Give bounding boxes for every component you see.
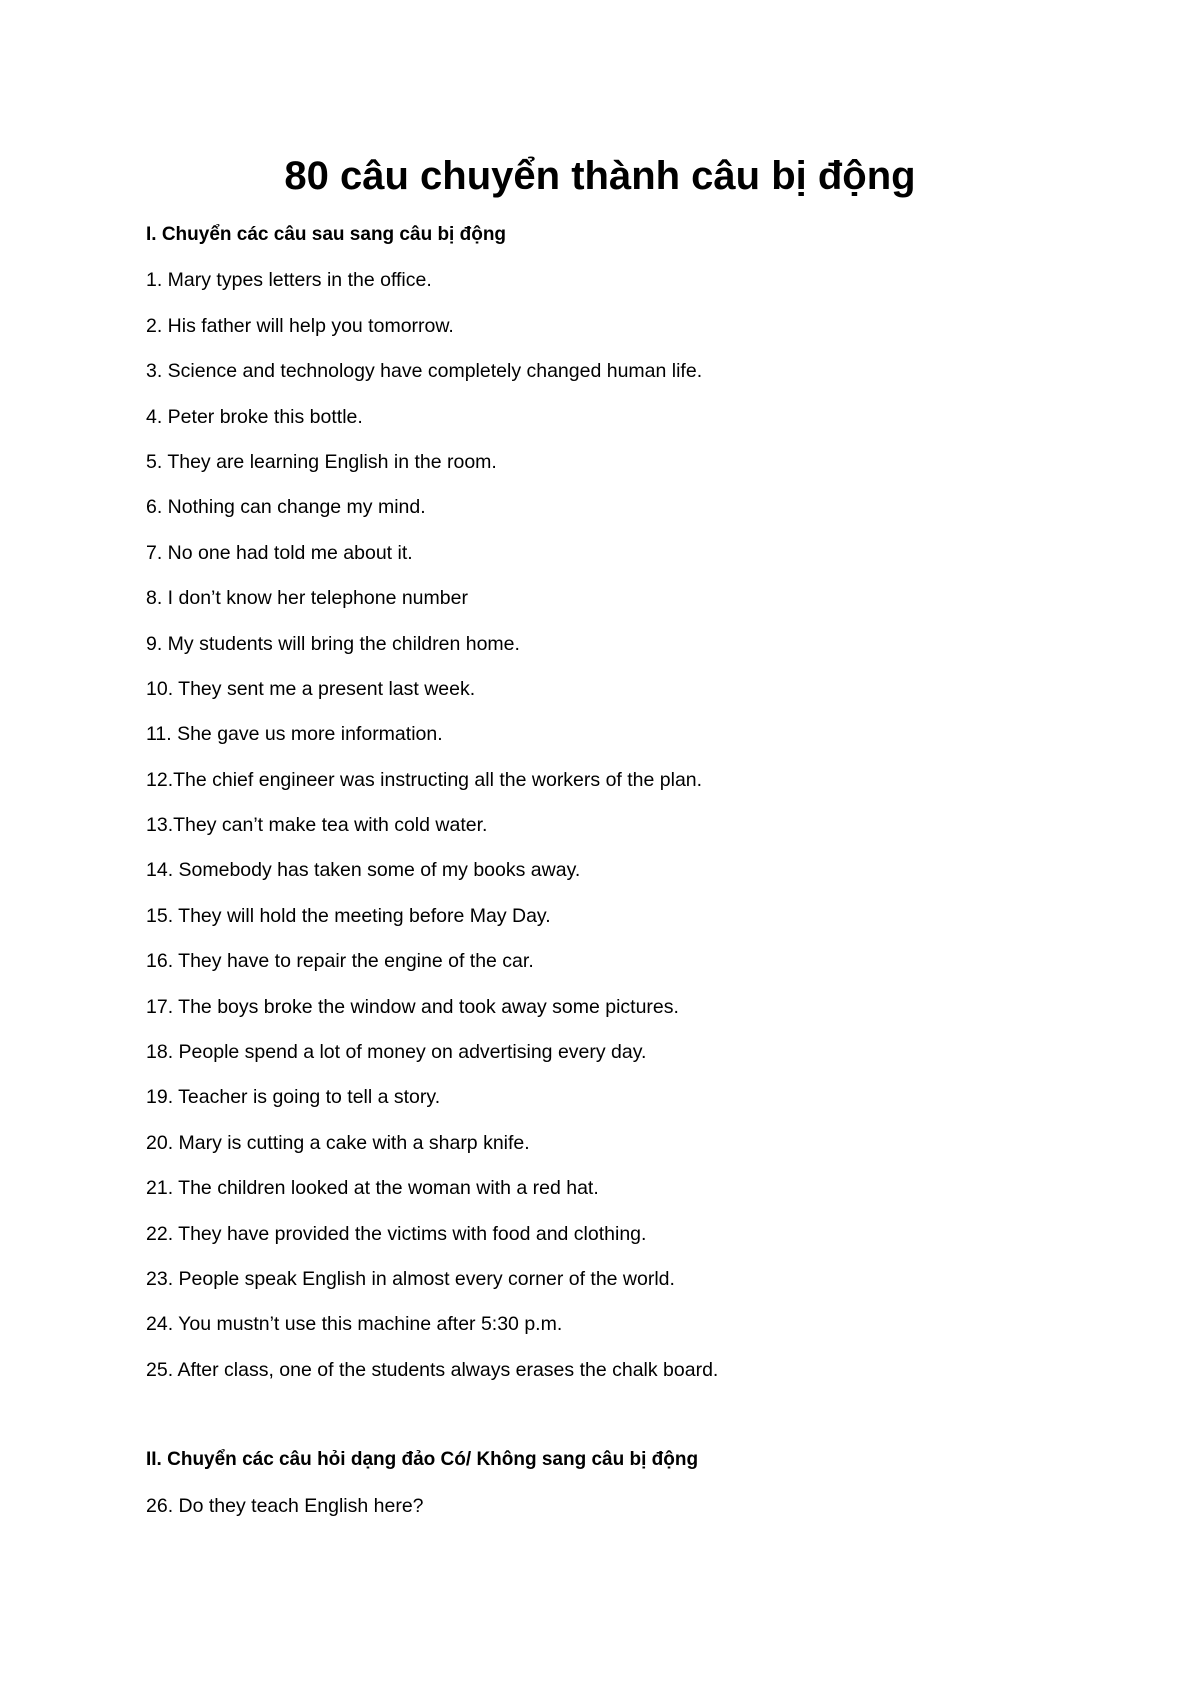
- exercise-item: 4. Peter broke this bottle.: [146, 405, 363, 428]
- document-body: [146, 223, 1126, 1539]
- section-spacer: [146, 1403, 1126, 1448]
- exercise-item: 8. I don’t know her telephone number: [146, 587, 468, 610]
- exercise-item: 6. Nothing can change my mind.: [146, 496, 426, 519]
- exercise-item: 23. People speak English in almost every corner of the world.: [146, 1267, 675, 1290]
- exercise-item: 10. They sent me a present last week.: [146, 677, 476, 700]
- exercise-item: 21. The children looked at the woman with a red hat.: [146, 1177, 599, 1200]
- section-2-list: [146, 1494, 1126, 1539]
- exercise-item: 18. People spend a lot of money on advertising every day.: [146, 1041, 647, 1064]
- exercise-item: 20. Mary is cutting a cake with a sharp knife.: [146, 1131, 530, 1154]
- section-2-heading: II. Chuyển các câu hỏi dạng đảo Có/ Không sang câu bị động: [146, 1449, 699, 1471]
- exercise-item: 19. Teacher is going to tell a story.: [146, 1086, 441, 1109]
- exercise-item: 16. They have to repair the engine of the car.: [146, 950, 534, 973]
- exercise-item: 26. Do they teach English here?: [146, 1494, 424, 1517]
- exercise-item: 14. Somebody has taken some of my books away.: [146, 859, 581, 882]
- section-1-heading: I. Chuyển các câu sau sang câu bị động: [146, 224, 507, 245]
- exercise-item: 11. She gave us more information.: [146, 723, 443, 746]
- exercise-item: 17. The boys broke the window and took away some pictures.: [146, 995, 679, 1018]
- section-1-list: [146, 268, 1126, 1403]
- exercise-item: 25. After class, one of the students always erases the chalk board.: [146, 1358, 719, 1381]
- exercise-item: 24. You mustn’t use this machine after 5:30 p.m.: [146, 1313, 563, 1336]
- exercise-item: 22. They have provided the victims with food and clothing.: [146, 1222, 647, 1245]
- exercise-item: 15. They will hold the meeting before May Day.: [146, 904, 551, 927]
- exercise-item: 12.The chief engineer was instructing all the workers of the plan.: [146, 768, 703, 791]
- exercise-item: 5. They are learning English in the room.: [146, 450, 497, 473]
- exercise-item: 13.They can’t make tea with cold water.: [146, 814, 488, 837]
- exercise-item: 3. Science and technology have completely changed human life.: [146, 360, 703, 383]
- exercise-item: 9. My students will bring the children home.: [146, 632, 520, 655]
- exercise-item: 2. His father will help you tomorrow.: [146, 314, 454, 337]
- exercise-item: 1. Mary types letters in the office.: [146, 269, 432, 292]
- document-title: 80 câu chuyển thành câu bị động: [284, 154, 916, 198]
- exercise-item: 7. No one had told me about it.: [146, 541, 413, 564]
